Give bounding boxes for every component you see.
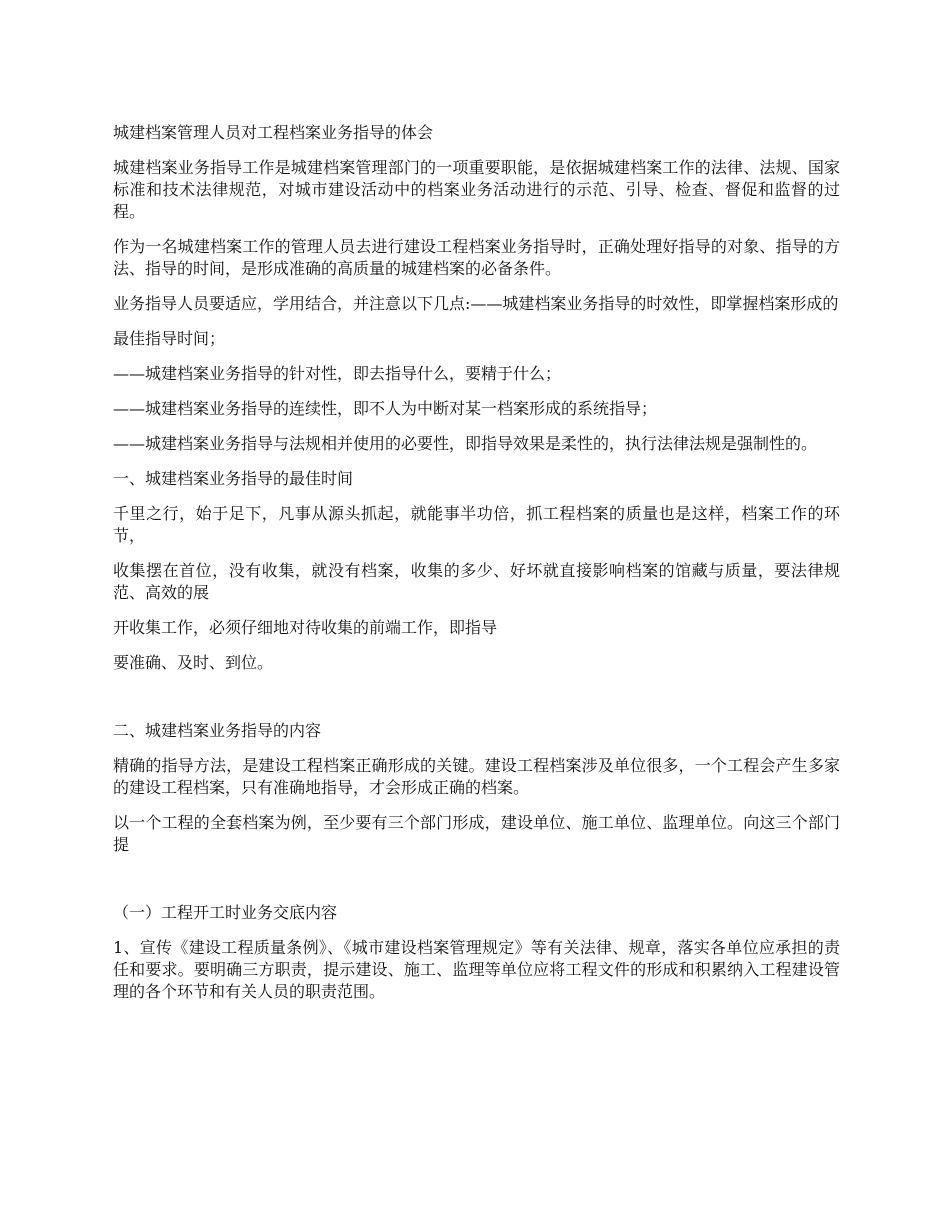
paragraph-three-units: 以一个工程的全套档案为例，至少要有三个部门形成，建设单位、施工单位、监理单位。向这三个部门提 xyxy=(113,813,840,854)
paragraph-points-cont: 最佳指导时间； xyxy=(113,329,226,348)
paragraph-role: 作为一名城建档案工作的管理人员去进行建设工程档案业务指导时，正确处理好指导的对象、指导的方法、指导的时间，是形成准确的高质量的城建档案的必备条件。 xyxy=(113,237,840,278)
section-heading-2: 二、城建档案业务指导的内容 xyxy=(113,721,322,740)
paragraph-point-continuity: ——城建档案业务指导的连续性，即不人为中断对某一档案形成的系统指导； xyxy=(113,399,658,418)
document-page xyxy=(113,122,840,1016)
paragraph-front-end: 开收集工作，必须仔细地对待收集的前端工作，即指导 xyxy=(113,618,498,637)
paragraph-points-lead: 业务指导人员要适应，学用结合，并注意以下几点:——城建档案业务指导的时效性，即掌握档案形成的 xyxy=(113,294,839,313)
paragraph-item-1: 1、宣传《建设工程质量条例》、《城市建设档案管理规定》等有关法律、规章，落实各单位应承担的责任和要求。要明确三方职责，提示建设、施工、监理等单位应将工程文件的形成和积累纳入工程建设管理的各个环节和有关人员的职责范围。 xyxy=(113,938,840,1001)
paragraph-intro: 城建档案业务指导工作是城建档案管理部门的一项重要职能，是依据城建档案工作的法律、法规、国家标准和技术法律规范，对城市建设活动中的档案业务活动进行的示范、引导、检查、督促和监督的过程。 xyxy=(113,158,840,221)
document-title: 城建档案管理人员对工程档案业务指导的体会 xyxy=(113,123,434,142)
section-heading-1: 一、城建档案业务指导的最佳时间 xyxy=(113,469,354,488)
subsection-heading-1: （一）工程开工时业务交底内容 xyxy=(113,903,338,922)
paragraph-source: 千里之行，始于足下，凡事从源头抓起，就能事半功倍，抓工程档案的质量也是这样，档案工作的环节， xyxy=(113,504,840,545)
paragraph-point-law: ——城建档案业务指导与法规相并使用的必要性，即指导效果是柔性的，执行法律法规是强制性的。 xyxy=(113,434,818,453)
paragraph-accurate: 要准确、及时、到位。 xyxy=(113,653,274,672)
paragraph-method: 精确的指导方法，是建设工程档案正确形成的关键。建设工程档案涉及单位很多，一个工程会产生多家的建设工程档案，只有准确地指导，才会形成正确的档案。 xyxy=(113,756,840,797)
paragraph-point-targeted: ——城建档案业务指导的针对性，即去指导什么，要精于什么； xyxy=(113,364,562,383)
paragraph-collection: 收集摆在首位，没有收集，就没有档案，收集的多少、好坏就直接影响档案的馆藏与质量，要法律规范、高效的展 xyxy=(113,561,840,602)
